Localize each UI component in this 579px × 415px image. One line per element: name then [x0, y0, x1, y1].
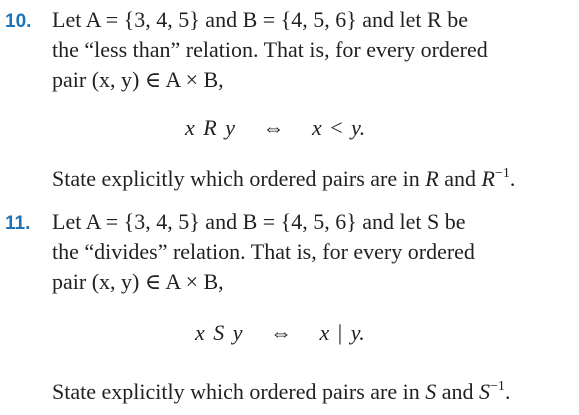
lhs-x: x [195, 320, 205, 345]
rhs-x: x [319, 320, 330, 345]
lhs-x: x [185, 115, 195, 140]
problem-statement [52, 381, 510, 403]
relation-definition [195, 322, 365, 344]
lhs-y: y [225, 115, 235, 140]
inverse-superscript: −1 [494, 166, 510, 181]
statement-and: and [436, 379, 480, 404]
statement-text: State explicitly which ordered pairs are in [52, 166, 426, 191]
inverse-superscript: −1 [490, 379, 505, 394]
rhs-y: y. [350, 320, 365, 345]
statement-period: . [509, 166, 516, 191]
relation-definition [185, 117, 365, 139]
rhs-relation: | [337, 320, 343, 345]
problem-text-line-1: Let A = {3, 4, 5} and B = {4, 5, 6} and let S be [52, 209, 466, 234]
statement-and: and [438, 166, 482, 191]
statement-period: . [504, 379, 511, 404]
problem-number: 11. [5, 213, 31, 234]
iff-symbol: ⇔ [270, 320, 293, 345]
problem-number: 10. [5, 11, 32, 32]
rhs-relation: < [330, 115, 343, 140]
problem-text-line-3: pair (x, y) ∈ A × B, [52, 269, 224, 294]
problem-text-line-1: Let A = {3, 4, 5} and B = {4, 5, 6} and let R be [52, 7, 468, 32]
statement-inverse: S [479, 379, 491, 404]
problem-text-line-2: the “less than” relation. That is, for every ordered [52, 37, 488, 62]
lhs-relation: S [213, 320, 225, 345]
lhs-y: y [232, 320, 243, 345]
rhs-y: y. [351, 115, 366, 140]
statement-inverse: R [481, 166, 495, 191]
problem-statement [52, 168, 515, 190]
statement-text: State explicitly which ordered pairs are in [52, 379, 426, 404]
problem-text-line-3: pair (x, y) ∈ A × B, [52, 67, 224, 92]
problem-text-line-2: the “divides” relation. That is, for every ordered [52, 239, 475, 264]
lhs-relation: R [203, 115, 217, 140]
rhs-x: x [311, 115, 322, 140]
statement-relation: S [425, 379, 437, 404]
iff-symbol: ⇔ [262, 115, 285, 140]
statement-relation: R [425, 166, 439, 191]
